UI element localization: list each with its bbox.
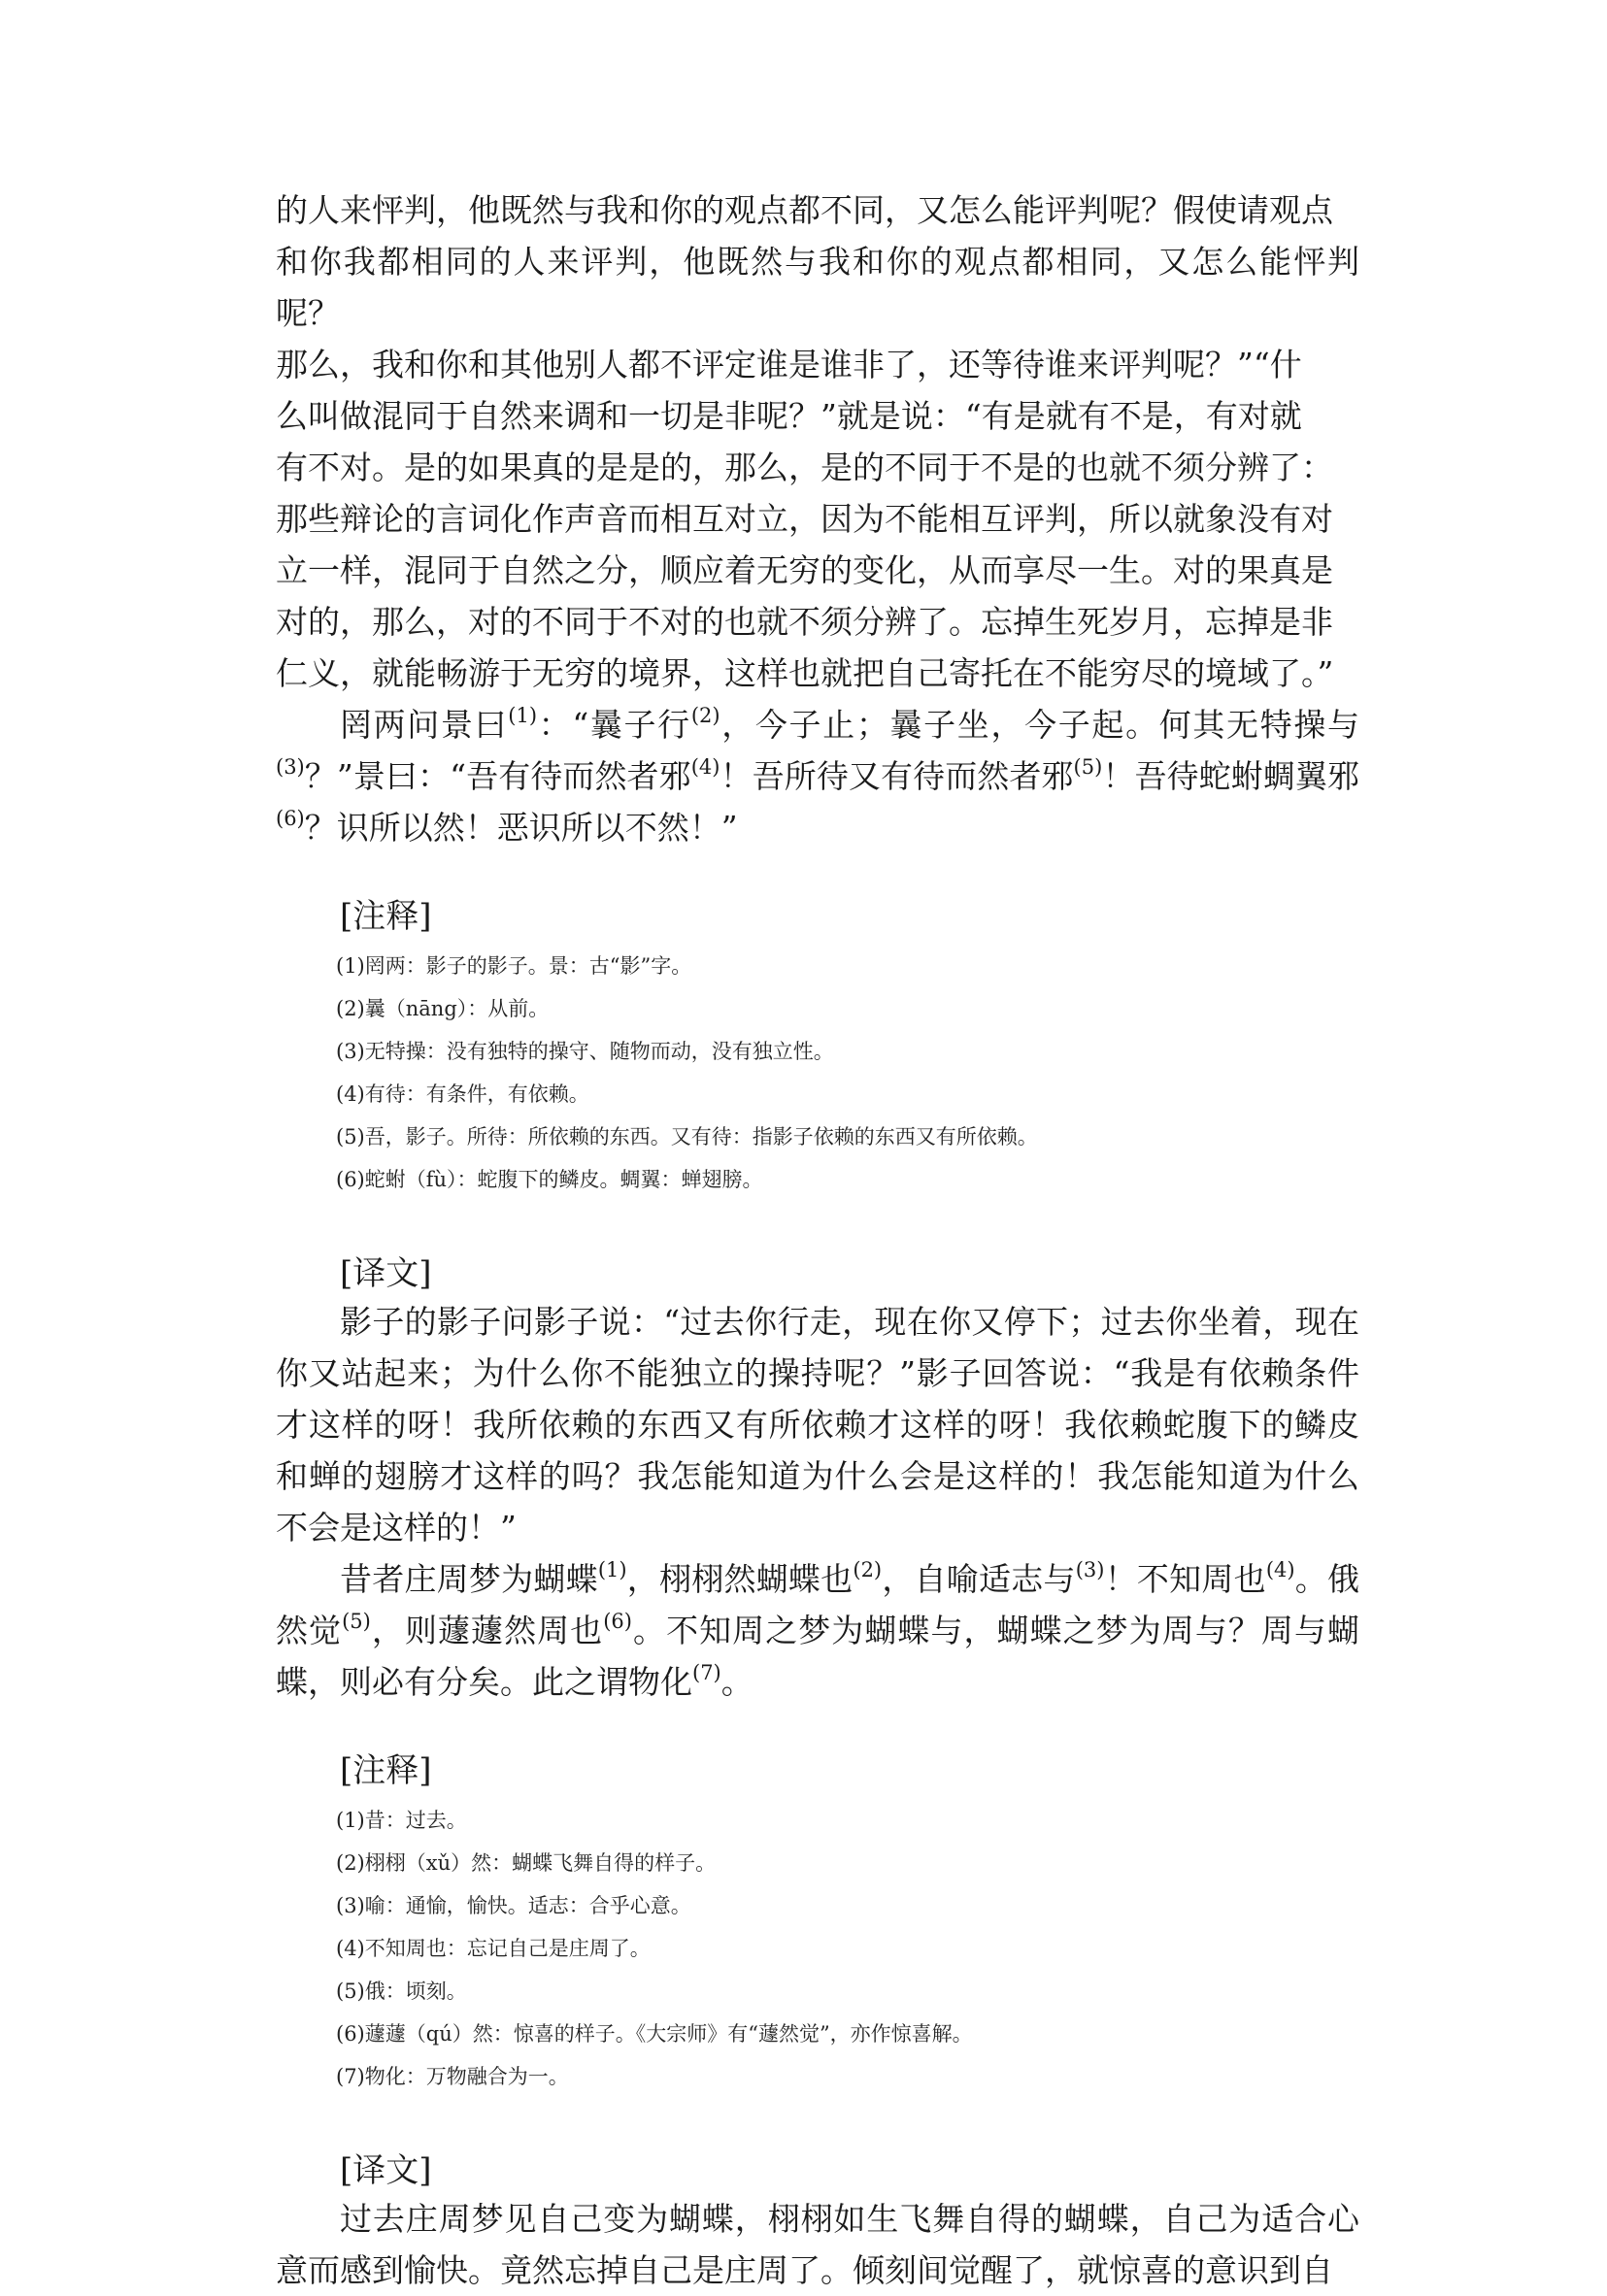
section1-paragraph — [276, 184, 1359, 699]
footnote-ref: (3) — [1075, 1558, 1105, 1581]
passage-text: ，则蘧蘧然周也 — [370, 1612, 604, 1649]
footnote-ref: (2) — [690, 704, 720, 727]
footnote-ref: (5) — [1073, 755, 1103, 779]
note-item: (5)俄：顷刻。 — [336, 1980, 467, 2003]
footnote-ref: (1) — [508, 704, 538, 727]
note-item: (2)栩栩（xǔ）然：蝴蝶飞舞自得的样子。 — [336, 1851, 717, 1875]
footnote-ref: (7) — [692, 1661, 721, 1684]
document-page — [276, 184, 1359, 2296]
note-item: (7)物化：万物融合为一。 — [336, 2065, 569, 2088]
footnote-ref: (4) — [1265, 1558, 1295, 1581]
footnote-ref: (6) — [276, 807, 305, 830]
footnote-ref: (3) — [276, 755, 305, 779]
note-item: (6)蘧蘧（qú）然：惊喜的样子。《大宗师》有“蘧然觉”，亦作惊喜解。 — [336, 2022, 973, 2046]
text-line: 那些辩论的言词化作声音而相互对立，因为不能相互评判，所以就象没有对 — [276, 500, 1333, 538]
translation-paragraph: 过去庄周梦见自己变为蝴蝶，栩栩如生飞舞自得的蝴蝶，自己为适合心意而感到愉快。竟然忘掉自己是庄周了。倾刻间觉醒了，就惊喜的意识到自 — [276, 2200, 1359, 2289]
passage-text: 。俄然觉 — [276, 1560, 1360, 1649]
text-line: 立一样，混同于自然之分，顺应着无穷的变化，从而享尽一生。对的果真是 — [276, 551, 1333, 589]
translation-paragraph: 影子的影子问影子说：“过去你行走，现在你又停下；过去你坐着，现在你又站起来；为什么你不能独立的操持呢？”影子回答说：“我是有依赖条件才这样的呀！我所依赖的东西又有所依赖才这样的呀！我依赖蛇腹下的鳞皮和蝉的翅膀才这样的吗？我怎能知道为什么会是这样的！我怎能知道为什么不会是这样的！” — [276, 1303, 1359, 1547]
passage-text: ，今子止；曩子坐，今子起。何其无特操与 — [720, 706, 1360, 744]
text-line: 么叫做混同于自然来调和一切是非呢？”就是说：“有是就有不是，有对就 — [276, 397, 1302, 435]
passage-text: 昔者庄周梦为蝴蝶 — [340, 1560, 598, 1598]
text-line: 那么，我和你和其他别人都不评定谁是谁非了，还等待谁来评判呢？”“什 — [276, 346, 1302, 383]
note-item: (1)昔：过去。 — [336, 1809, 467, 1832]
notes-list — [336, 952, 1359, 1194]
note-item: (2)曩（nāng）：从前。 — [336, 997, 550, 1020]
note-item: (5)吾，影子。所待：所依赖的东西。又有待：指影子依赖的东西又有所依赖。 — [336, 1125, 1038, 1148]
note-item: (6)蛇蚹（fù）：蛇腹下的鳞皮。蜩翼：蝉翅膀。 — [336, 1168, 763, 1191]
text-line: 的人来怦判，他既然与我和你的观点都不同，又怎么能评判呢？假使请观点 — [276, 191, 1333, 229]
note-item: (3)无特操：没有独特的操守、随物而动，没有独立性。 — [336, 1040, 834, 1063]
text-line: 对的，那么，对的不同于不对的也就不须分辨了。忘掉生死岁月，忘掉是非 — [276, 603, 1333, 641]
passage-text: ？”景曰：“吾有待而然者邪 — [304, 757, 691, 795]
text-line: 仁义，就能畅游于无穷的境界，这样也就把自己寄托在不能穷尽的境域了。” — [276, 654, 1334, 692]
note-item: (4)不知周也：忘记自己是庄周了。 — [336, 1937, 651, 1960]
passage-text: ，自喻适志与 — [882, 1560, 1076, 1598]
translation-heading: [译文] — [340, 2151, 432, 2190]
notes-heading: [注释] — [340, 1751, 432, 1790]
text-line: 和你我都相同的人来评判，他既然与我和你的观点都相同，又怎么能怦判呢？ — [276, 243, 1359, 332]
passage-wangliang — [276, 699, 1359, 853]
notes-heading: [注释] — [340, 897, 432, 936]
passage-text: ！吾待蛇蚹蜩翼邪 — [1102, 757, 1360, 795]
passage-text: 。 — [720, 1663, 753, 1701]
passage-text: 罔两问景曰 — [340, 706, 509, 744]
footnote-ref: (2) — [853, 1558, 883, 1581]
passage-text: ！吾所待又有待而然者邪 — [720, 757, 1074, 795]
footnote-ref: (5) — [342, 1610, 371, 1633]
note-item: (3)喻：通愉，愉快。适志：合乎心意。 — [336, 1894, 691, 1917]
footnote-ref: (1) — [597, 1558, 627, 1581]
passage-text: ！不知周也 — [1104, 1560, 1266, 1598]
passage-text: ，栩栩然蝴蝶也 — [626, 1560, 854, 1598]
passage-text: 。不知周之梦为蝴蝶与，蝴蝶之梦为周与？周与蝴蝶，则必有分矣。此之谓物化 — [276, 1612, 1359, 1701]
translation-heading: [译文] — [340, 1254, 432, 1293]
passage-butterfly — [276, 1553, 1359, 1708]
note-item: (1)罔两：影子的影子。景：古“影”字。 — [336, 954, 692, 978]
text-line: 有不对。是的如果真的是是的，那么，是的不同于不是的也就不须分辨了： — [276, 449, 1333, 486]
notes-list — [336, 1807, 1359, 2091]
note-item: (4)有待：有条件，有依赖。 — [336, 1082, 589, 1106]
passage-text: ：“曩子行 — [537, 706, 691, 744]
footnote-ref: (4) — [690, 755, 720, 779]
passage-text: ？识所以然！恶识所以不然！” — [304, 809, 738, 847]
footnote-ref: (6) — [603, 1610, 632, 1633]
